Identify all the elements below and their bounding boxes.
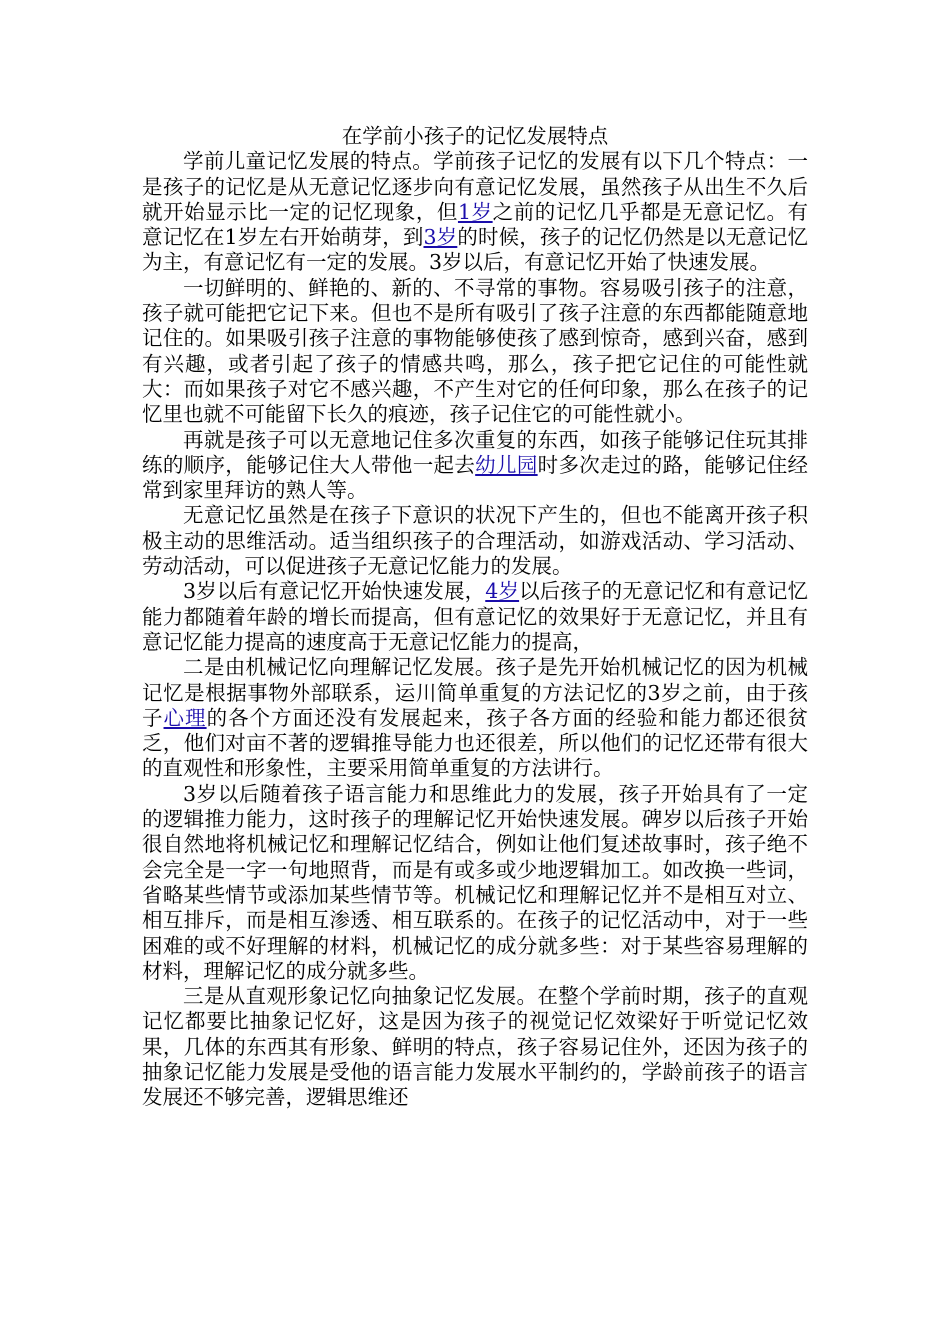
- paragraph-text: 时多次走过的路，能够记住经常到家里拜访的熟人等。: [142, 452, 809, 503]
- paragraph-text: 学前儿童记忆发展的特点。学前孩子记忆的发展有以下几个特点：一是孩子的记忆是从无意记忆逐步向有意记忆发展，虽然孩子从出生不久后就开始显示比一定的记忆现象，但: [142, 149, 808, 224]
- paragraph-text: 三是从直观形象记忆向抽象记忆发展。在整个学前时期，孩子的直观记忆都要比抽象记忆好，这是因为孩子的视觉记忆效梁好于听觉记忆效果，几体的东西其有形象、鲜明的特点，孩子容易记住外，还因为孩子的抽象记忆能力发展是受他的语言能力发展水平制约的，学龄前孩子的语言发展还不够完善，逻辑思维还: [142, 984, 808, 1110]
- paragraph-text: 的时候，孩子的记忆仍然是以无意记忆为主，有意记忆有一定的发展。3岁以后，有意记忆开始了快速发展。: [142, 225, 809, 275]
- paragraph-text: 3岁以后有意记忆开始快速发展，: [183, 579, 486, 604]
- document-body: [142, 149, 808, 1110]
- inline-link[interactable]: 1岁: [457, 199, 493, 224]
- paragraph: [142, 149, 808, 275]
- paragraph: [142, 782, 808, 984]
- inline-link[interactable]: 3岁: [423, 225, 458, 250]
- paragraph-text: 3岁以后随着孩子语言能力和思维此力的发展，孩子开始具有了一定的逻辑推力能力，这时孩子的理解记忆开始快速发展。碑岁以后孩子开始很自然地将机械记忆和理解记忆结合，例如让他们复述故事时，孩子绝不会完全是一字一句地照背，而是有或多或少地逻辑加工。如改换一些词，省略某些情节或添加某些情节等。机械记忆和理解记忆并不是相互对立、相互排斥，而是相互渗透、相互联系的。在孩子的记忆活动中，对于一些困难的或不好理解的材料，机械记忆的成分就多些：对于某些容易理解的材料，理解记忆的成分就多些。: [142, 781, 808, 983]
- paragraph-text: 再就是孩子可以无意地记住多次重复的东西，如孩子能够记住玩其排练的顺序，能够记住大人带他一起去: [142, 427, 808, 477]
- paragraph-text: 的各个方面还没有发展起来，孩子各方面的经验和能力都还很贫乏，他们对亩不著的逻辑推导能力也还很差，所以他们的记忆还带有很大的直观性和形象性，主要采用简单重复的方法讲行。: [142, 705, 809, 781]
- paragraph: [142, 428, 808, 504]
- inline-link[interactable]: 幼儿园: [475, 452, 538, 477]
- paragraph: [142, 655, 808, 781]
- paragraph: [142, 276, 808, 428]
- paragraph: [142, 503, 808, 579]
- document-page: [142, 124, 808, 1111]
- paragraph-text: 以后孩子的无意记忆和有意记忆能力都随着年龄的增长而提高，但有意记忆的效果好于无意记忆，并且有意记忆能力提高的速度高于无意记忆能力的提高，: [142, 579, 809, 654]
- inline-link[interactable]: 4岁: [485, 579, 520, 604]
- paragraph-text: 无意记忆虽然是在孩子下意识的状况下产生的，但也不能离开孩子积极主动的思维活动。适当组织孩子的合理活动，如游戏活动、学习活动、劳动活动，可以促进孩子无意记忆能力的发展。: [142, 503, 808, 579]
- paragraph: [142, 984, 808, 1110]
- paragraph: [142, 579, 808, 655]
- document-title: 在学前小孩子的记忆发展特点: [341, 124, 609, 148]
- paragraph-text: 之前的记忆几乎都是无意记忆。有意记忆在1岁左右开始萌芽，到: [142, 199, 809, 250]
- inline-link[interactable]: 心理: [163, 705, 207, 730]
- paragraph-text: 二是由机械记忆向理解记忆发展。孩子是先开始机械记忆的因为机械记忆是根据事物外部联系，运川简单重复的方法记忆的3岁之前，由于孩子: [142, 655, 808, 730]
- paragraph-text: 一切鲜明的、鲜艳的、新的、不寻常的事物。容易吸引孩子的注意，孩子就可能把它记下来。但也不是所有吸引了孩子注意的东西都能随意地记住的。如果吸引孩子注意的事物能够使孩了感到惊奇，感到兴奋，感到有兴趣，或者引起了孩子的情感共鸣，那么，孩子把它记住的可能性就大：而如果孩子对它不感兴趣，不产生对它的任何印象，那么在孩子的记忆里也就不可能留下长久的痕迹，孩子记住它的可能性就小。: [142, 275, 808, 427]
